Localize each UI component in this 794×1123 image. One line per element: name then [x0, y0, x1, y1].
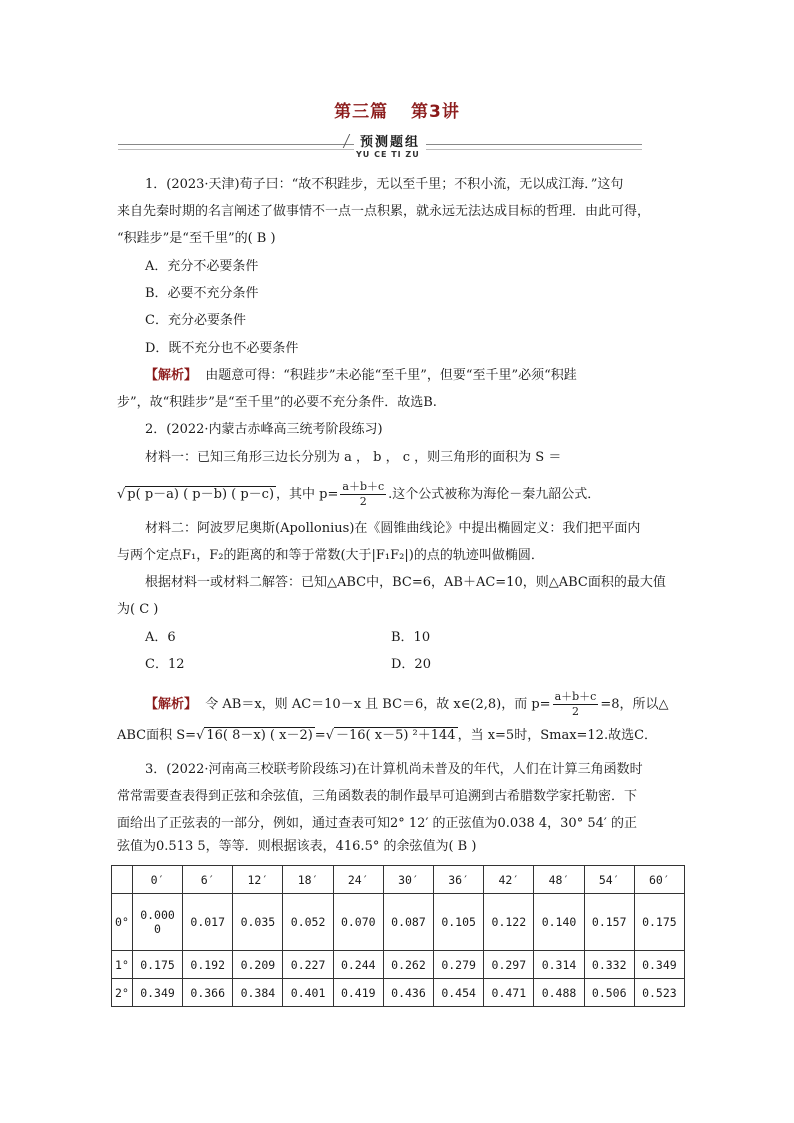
- q2-ask-line-1: 根据材料一或材料二解答：已知△ABC中，BC=6，AB＋AC=10，则△ABC面积的最大值: [145, 575, 666, 590]
- table-cell: 0.436: [383, 979, 433, 1007]
- table-row: [112, 894, 685, 951]
- table-cell: 18′: [283, 866, 333, 894]
- table-cell: [112, 866, 133, 894]
- q2-analysis-sqrt-1: 16( 8－x) ( x－2): [206, 728, 313, 743]
- table-cell: 24′: [333, 866, 383, 894]
- q2-analysis-denominator: 2: [571, 705, 579, 718]
- table-cell: 30′: [383, 866, 433, 894]
- q2-analysis-eq: =: [314, 728, 326, 743]
- table-cell: 0.349: [132, 979, 182, 1007]
- table-cell: 60′: [634, 866, 684, 894]
- table-cell: 36′: [434, 866, 484, 894]
- heron-tail: .这个公式被称为海伦－秦九韶公式．: [388, 487, 601, 502]
- table-cell: 1°: [112, 951, 133, 979]
- banner-title: 预测题组: [354, 131, 426, 150]
- q1-option-c: C．充分必要条件: [145, 313, 246, 328]
- table-cell: 48′: [534, 866, 584, 894]
- table-cell: 0.070: [333, 894, 383, 951]
- lecture-label: 第3讲: [411, 102, 460, 122]
- table-cell: 0.279: [434, 951, 484, 979]
- table-cell: 2°: [112, 979, 133, 1007]
- heron-denominator: 2: [359, 495, 367, 508]
- q2-analysis-label: 【解析】: [145, 697, 198, 712]
- table-cell: 0.035: [233, 894, 283, 951]
- q1-analysis-line-2: 步”，故“积跬步”是“至千里”的必要不充分条件．故选B.: [117, 395, 437, 410]
- table-cell: 0.175: [634, 894, 684, 951]
- heron-sqrt: p( p－a) ( p－b) ( p－c): [127, 487, 275, 502]
- q2-analysis-b: =8，所以△: [600, 697, 669, 712]
- heron-fraction: [340, 480, 386, 509]
- table-cell: 6′: [183, 866, 233, 894]
- sine-table: [111, 865, 685, 1007]
- table-cell: 0.140: [534, 894, 584, 951]
- table-row: [112, 979, 685, 1007]
- heron-mid: ，其中 p=: [276, 487, 339, 502]
- table-cell: 0.297: [484, 951, 534, 979]
- table-cell: 0.087: [383, 894, 433, 951]
- q2-option-a: A．6: [145, 630, 176, 645]
- heron-numerator: a＋b＋c: [342, 480, 385, 493]
- table-cell: 0.262: [383, 951, 433, 979]
- table-cell: 0.105: [434, 894, 484, 951]
- q3-line-3: 面给出了正弦表的一部分，例如，通过查表可知2° 12′ 的正弦值为0.038 4，30° 54′ 的正: [117, 816, 637, 831]
- table-cell: 0.192: [183, 951, 233, 979]
- table-cell: 0.052: [283, 894, 333, 951]
- q3-line-4: 弦值为0.513 5，等等．则根据该表，416.5° 的余弦值为( B ): [117, 839, 477, 854]
- table-cell: 0.122: [484, 894, 534, 951]
- q2-analysis-tail: ，当 x=5时，Smax=12.故选C．: [457, 728, 658, 743]
- table-cell: 0.488: [534, 979, 584, 1007]
- q2-option-d: D．20: [391, 657, 431, 672]
- table-cell: 0.244: [333, 951, 383, 979]
- q2-analysis-line-1: [145, 690, 669, 719]
- table-cell: 0′: [132, 866, 182, 894]
- q1-option-b: B．必要不充分条件: [145, 286, 259, 301]
- banner-pinyin: YU CE TI ZU: [356, 150, 420, 159]
- q3-line-1: 3．(2022·河南高三校联考阶段练习)在计算机尚未普及的年代，人们在计算三角函数时: [145, 762, 643, 777]
- q2-line-1: 2．(2022·内蒙古赤峰高三统考阶段练习): [145, 422, 383, 437]
- table-cell: 0.209: [233, 951, 283, 979]
- part-label: 第三篇: [334, 102, 389, 122]
- table-cell: 42′: [484, 866, 534, 894]
- q2-option-b: B．10: [391, 630, 431, 645]
- q2-analysis-line-2: ABC面积 S=√ 16( 8－x) ( x－2) =√ －16( x－5) ²＋144 ，当 x=5时，Smax=12.故选C．: [117, 728, 658, 743]
- table-cell: 0.000 0: [132, 894, 182, 951]
- table-cell: 0.506: [584, 979, 634, 1007]
- q1-line-2: 来自先秦时期的名言阐述了做事情不一点一点积累，就永远无法达成目标的哲理．由此可得，: [117, 204, 651, 219]
- q1-analysis-label: 【解析】: [145, 368, 198, 383]
- table-cell: 0.384: [233, 979, 283, 1007]
- q1-line-3: “积跬步”是“至千里”的( B ): [117, 231, 276, 246]
- table-cell: 0°: [112, 894, 133, 951]
- table-cell: 0.366: [183, 979, 233, 1007]
- table-cell: 0.523: [634, 979, 684, 1007]
- table-header-row: [112, 866, 685, 894]
- q1-analysis-text: 由题意可得：“积跬步”未必能“至千里”，但要“至千里”必须“积跬: [205, 368, 577, 383]
- q2-analysis-a: 令 AB＝x，则 AC＝10－x 且 BC＝6，故 x∈(2,8)，而 p=: [205, 697, 551, 712]
- q1-option-d: D．既不充分也不必要条件: [145, 341, 299, 356]
- table-cell: 12′: [233, 866, 283, 894]
- section-banner: [118, 131, 642, 165]
- q2-analysis-sqrt-2: －16( x－5) ²＋144: [336, 728, 456, 743]
- q2-ask-line-2: 为( C ): [117, 602, 159, 617]
- table-cell: 0.401: [283, 979, 333, 1007]
- table-cell: 0.419: [333, 979, 383, 1007]
- q2-material1-line-1: 材料一：已知三角形三边长分别为 a ， b ， c ，则三角形的面积为 S ＝: [145, 450, 562, 465]
- q2-analysis-numerator: a＋b＋c: [554, 690, 597, 703]
- table-cell: 0.314: [534, 951, 584, 979]
- table-cell: 0.332: [584, 951, 634, 979]
- table-cell: 0.175: [132, 951, 182, 979]
- table-cell: 0.227: [283, 951, 333, 979]
- table-cell: 54′: [584, 866, 634, 894]
- q2-analysis-fraction: [553, 690, 599, 719]
- sine-table-body: [112, 866, 685, 1007]
- table-cell: 0.017: [183, 894, 233, 951]
- q1-line-1: 1．(2023·天津)荀子曰：“故不积跬步，无以至千里；不积小流，无以成江海．”这句: [145, 177, 624, 192]
- table-row: [112, 951, 685, 979]
- q2-analysis-area: ABC面积 S=: [117, 728, 197, 743]
- q2-material2-line-1: 材料二：阿波罗尼奥斯(Apollonius)在《圆锥曲线论》中提出椭圆定义：我们把平面内: [145, 521, 641, 536]
- table-cell: 0.157: [584, 894, 634, 951]
- q1-analysis-line-1: [145, 367, 577, 385]
- table-cell: 0.349: [634, 951, 684, 979]
- q2-material1-formula: √ p( p－a) ( p－b) ( p－c) ，其中 p= $\frac{a+b+c}{2}$ .这个公式被称为海伦－秦九韶公式．: [117, 480, 601, 508]
- page-title: [0, 97, 794, 122]
- q1-option-a: A．充分不必要条件: [145, 259, 259, 274]
- q3-line-2: 常常需要查表得到正弦和余弦值，三角函数表的制作最早可追溯到古希腊数学家托勒密．下: [117, 789, 638, 804]
- table-cell: 0.471: [484, 979, 534, 1007]
- q2-option-c: C．12: [145, 657, 185, 672]
- table-cell: 0.454: [434, 979, 484, 1007]
- q2-material2-line-2: 与两个定点F₁，F₂的距离的和等于常数(大于|F₁F₂|)的点的轨迹叫做椭圆．: [117, 548, 544, 563]
